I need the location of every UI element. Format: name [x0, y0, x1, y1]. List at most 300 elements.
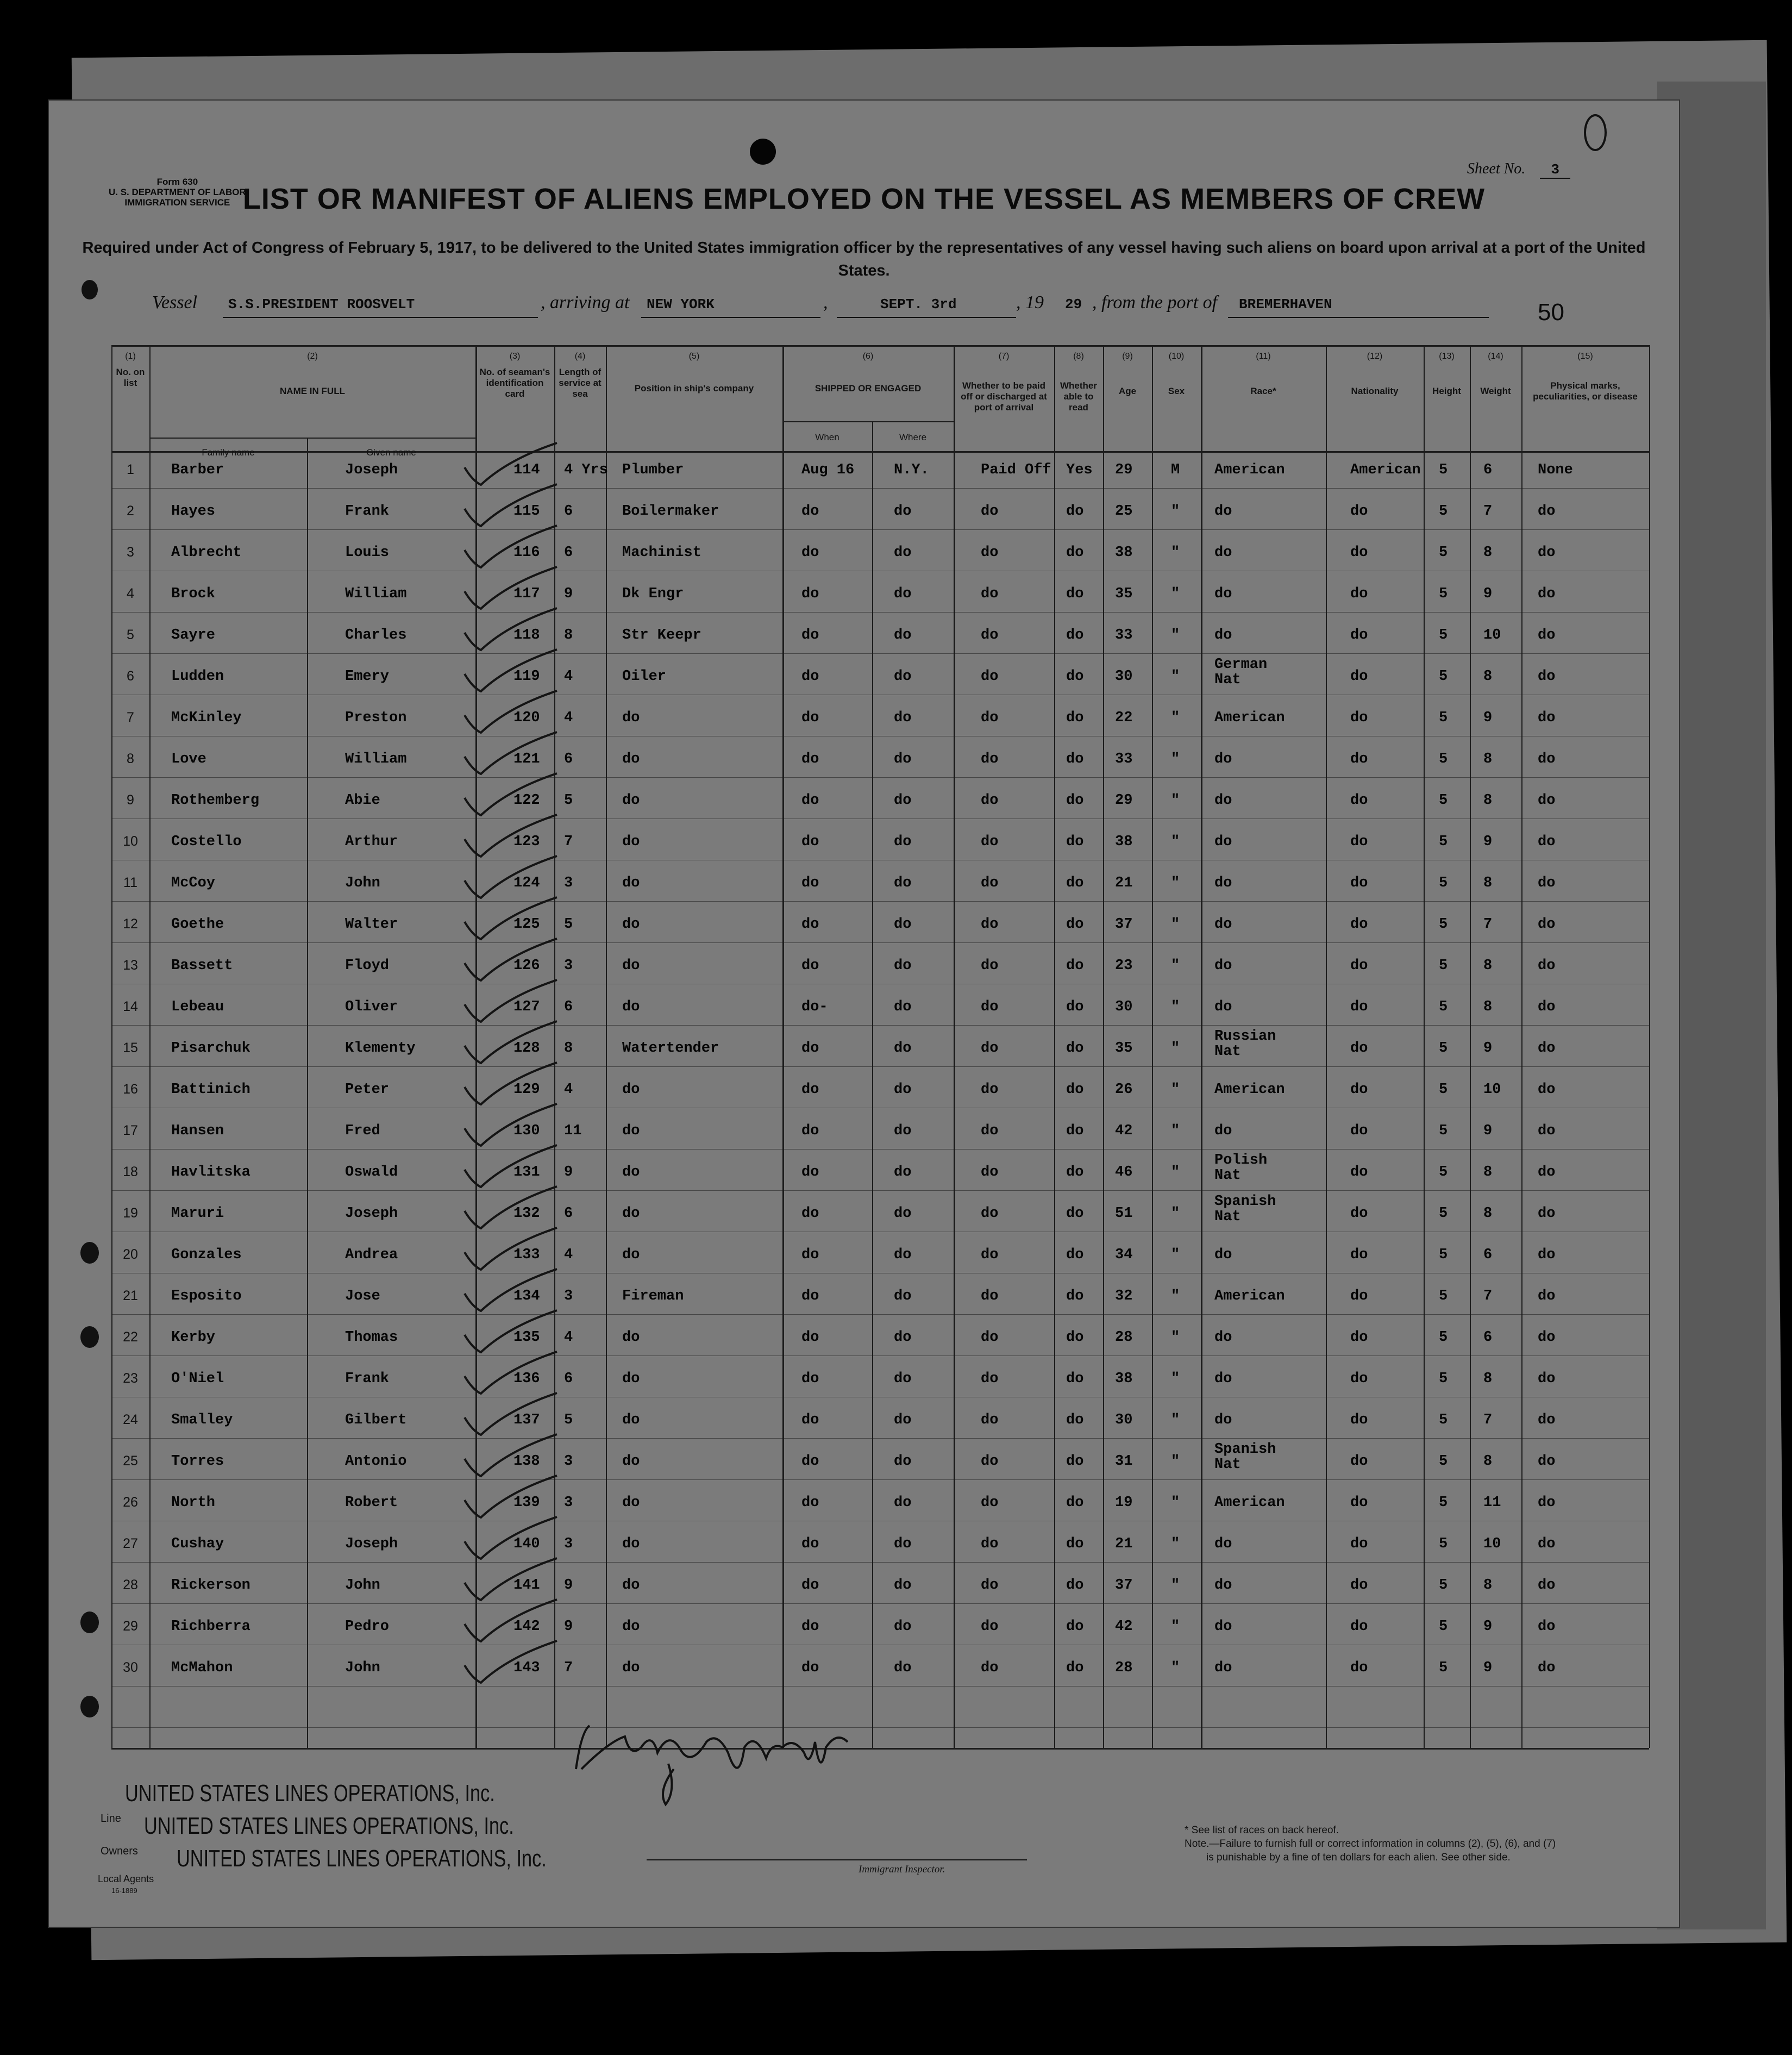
- cell-height: 5: [1439, 999, 1448, 1015]
- cell-position: do: [622, 1371, 640, 1387]
- line-label: Line: [101, 1813, 121, 1825]
- cell-given: William: [345, 586, 407, 602]
- cell-position: do: [622, 1453, 640, 1470]
- cell-family: Hansen: [171, 1123, 224, 1139]
- header-col8: Whether able to read: [1060, 380, 1097, 413]
- check-mark: [465, 1641, 557, 1683]
- cell-marks: do: [1538, 1495, 1556, 1511]
- cell-family: Gonzales: [171, 1247, 242, 1263]
- cell-paid: do: [981, 586, 999, 602]
- cell-where: do: [894, 1164, 912, 1180]
- cell-service: 7: [564, 834, 573, 850]
- cell-height: 5: [1439, 751, 1448, 767]
- cell-given: Louis: [345, 545, 390, 561]
- cell-paid: do: [981, 545, 999, 561]
- header-col11-number: (11): [1256, 352, 1271, 361]
- check-mark: [465, 1476, 557, 1517]
- cell-nationality: do: [1350, 916, 1368, 933]
- cell-marks: do: [1538, 958, 1556, 974]
- row-number: 10: [123, 834, 138, 849]
- cell-age: 33: [1115, 627, 1133, 644]
- cell-when: do: [801, 1288, 819, 1304]
- check-mark: [465, 1228, 557, 1270]
- cell-where: do: [894, 1205, 912, 1222]
- cell-where: N.Y.: [894, 462, 929, 478]
- cell-card: 128: [513, 1040, 540, 1057]
- cell-card: 143: [513, 1660, 540, 1676]
- cell-sex: ": [1171, 1205, 1180, 1222]
- cell-marks: do: [1538, 1619, 1556, 1635]
- cell-weight: 8: [1483, 1371, 1493, 1387]
- cell-paid: do: [981, 1288, 999, 1304]
- cell-nationality: do: [1350, 545, 1368, 561]
- cell-height: 5: [1439, 1412, 1448, 1428]
- cell-where: do: [894, 1247, 912, 1263]
- cell-nationality: do: [1350, 1412, 1368, 1428]
- cell-weight: 6: [1483, 1247, 1493, 1263]
- cell-where: do: [894, 834, 912, 850]
- cell-race: do: [1214, 1371, 1232, 1387]
- cell-service: 6: [564, 1205, 573, 1222]
- cell-card: 137: [513, 1412, 540, 1428]
- cell-weight: 6: [1483, 462, 1493, 478]
- cell-age: 38: [1115, 1371, 1133, 1387]
- cell-where: do: [894, 1453, 912, 1470]
- cell-marks: do: [1538, 1040, 1556, 1057]
- cell-when: do: [801, 669, 819, 685]
- cell-where: do: [894, 627, 912, 644]
- cell-nationality: do: [1350, 1536, 1368, 1552]
- cell-race-line2: Nat: [1214, 1044, 1241, 1060]
- cell-weight: 8: [1483, 545, 1493, 561]
- row-number: 18: [123, 1164, 138, 1179]
- cell-card: 131: [513, 1164, 540, 1180]
- cell-weight: 9: [1483, 1619, 1493, 1635]
- cell-read: do: [1066, 916, 1084, 933]
- check-mark: [465, 980, 557, 1022]
- cell-height: 5: [1439, 586, 1448, 602]
- cell-read: do: [1066, 1453, 1084, 1470]
- cell-read: do: [1066, 545, 1084, 561]
- cell-nationality: do: [1350, 875, 1368, 891]
- cell-given: Jose: [345, 1288, 380, 1304]
- cell-when: do: [801, 545, 819, 561]
- cell-position: Oiler: [622, 669, 667, 685]
- cell-read: do: [1066, 627, 1084, 644]
- cell-position: do: [622, 834, 640, 850]
- cell-when: do-: [801, 999, 828, 1015]
- cell-when: do: [801, 834, 819, 850]
- cell-race: American: [1214, 710, 1285, 726]
- manifest-sheet: [49, 101, 1679, 1927]
- cell-where: do: [894, 1412, 912, 1428]
- cell-weight: 8: [1483, 958, 1493, 974]
- cell-race-line2: Nat: [1214, 1209, 1241, 1225]
- row-number: 30: [123, 1660, 138, 1675]
- footnote-races: * See list of races on back hereof.: [1185, 1825, 1339, 1836]
- cell-when: do: [801, 1040, 819, 1057]
- cell-family: Havlitska: [171, 1164, 250, 1180]
- cell-card: 129: [513, 1082, 540, 1098]
- cell-sex: ": [1171, 751, 1180, 767]
- cell-nationality: do: [1350, 1288, 1368, 1304]
- cell-race: American: [1214, 1082, 1285, 1098]
- cell-nationality: do: [1350, 792, 1368, 809]
- cell-sex: ": [1171, 1453, 1180, 1470]
- cell-read: do: [1066, 1412, 1084, 1428]
- cell-position: do: [622, 875, 640, 891]
- cell-read: do: [1066, 1247, 1084, 1263]
- header-col6a: When: [815, 432, 839, 442]
- cell-paid: do: [981, 1123, 999, 1139]
- cell-age: 29: [1115, 462, 1133, 478]
- cell-age: 35: [1115, 1040, 1133, 1057]
- cell-card: 136: [513, 1371, 540, 1387]
- cell-family: Sayre: [171, 627, 216, 644]
- check-mark: [465, 1434, 557, 1476]
- cell-nationality: do: [1350, 1371, 1368, 1387]
- cell-given: Abie: [345, 792, 380, 809]
- cell-age: 22: [1115, 710, 1133, 726]
- cell-when: do: [801, 1660, 819, 1676]
- cell-family: Pisarchuk: [171, 1040, 250, 1057]
- cell-nationality: do: [1350, 1164, 1368, 1180]
- cell-read: do: [1066, 1082, 1084, 1098]
- cell-card: 114: [513, 462, 540, 478]
- cell-nationality: do: [1350, 586, 1368, 602]
- header-col8-number: (8): [1073, 352, 1084, 361]
- cell-given: Joseph: [345, 1536, 398, 1552]
- cell-where: do: [894, 1082, 912, 1098]
- cell-sex: ": [1171, 503, 1180, 520]
- cell-nationality: do: [1350, 1123, 1368, 1139]
- row-number: 23: [123, 1371, 138, 1386]
- cell-marks: do: [1538, 1660, 1556, 1676]
- cell-height: 5: [1439, 1660, 1448, 1676]
- cell-height: 5: [1439, 545, 1448, 561]
- cell-given: Robert: [345, 1495, 398, 1511]
- cell-age: 28: [1115, 1329, 1133, 1346]
- cell-family: Hayes: [171, 503, 216, 520]
- cell-where: do: [894, 1619, 912, 1635]
- cell-given: Emery: [345, 669, 390, 685]
- footnote-penalty: Note.—Failure to furnish full or correct information in columns (2), (5), (6), and (7): [1185, 1838, 1556, 1850]
- cell-when: do: [801, 875, 819, 891]
- row-number: 15: [123, 1040, 138, 1055]
- cell-position: do: [622, 1205, 640, 1222]
- cell-given: Arthur: [345, 834, 398, 850]
- cell-when: do: [801, 1247, 819, 1263]
- cell-race: do: [1214, 586, 1232, 602]
- row-number: 5: [127, 627, 134, 642]
- check-mark: [465, 1186, 557, 1228]
- cell-card: 139: [513, 1495, 540, 1511]
- row-number: 26: [123, 1495, 138, 1510]
- check-mark: [465, 1063, 557, 1104]
- row-number: 6: [127, 669, 134, 684]
- year-prefix: , 19: [1016, 292, 1044, 313]
- cell-age: 31: [1115, 1453, 1133, 1470]
- cell-race: do: [1214, 958, 1232, 974]
- cell-when: do: [801, 958, 819, 974]
- cell-race: do: [1214, 792, 1232, 809]
- cell-read: do: [1066, 792, 1084, 809]
- cell-nationality: do: [1350, 1205, 1368, 1222]
- cell-age: 37: [1115, 1577, 1133, 1594]
- cell-weight: 8: [1483, 1453, 1493, 1470]
- check-mark: [465, 608, 557, 650]
- cell-family: Torres: [171, 1453, 224, 1470]
- cell-height: 5: [1439, 834, 1448, 850]
- cell-position: do: [622, 1247, 640, 1263]
- cell-family: Brock: [171, 586, 216, 602]
- cell-position: do: [622, 1412, 640, 1428]
- page-number: 50: [1538, 299, 1564, 326]
- cell-nationality: do: [1350, 1329, 1368, 1346]
- department-name: U. S. DEPARTMENT OF LABOR: [109, 187, 246, 197]
- header-col9-number: (9): [1122, 352, 1133, 361]
- cell-paid: do: [981, 1040, 999, 1057]
- cell-race-line2: Nat: [1214, 672, 1241, 688]
- cell-given: Pedro: [345, 1619, 390, 1635]
- cell-paid: do: [981, 1247, 999, 1263]
- cell-height: 5: [1439, 1453, 1448, 1470]
- cell-age: 30: [1115, 669, 1133, 685]
- cell-position: do: [622, 1082, 640, 1098]
- header-col5-number: (5): [688, 352, 700, 361]
- row-number: 21: [123, 1288, 138, 1303]
- vessel-name: S.S.PRESIDENT ROOSVELT: [228, 296, 415, 313]
- cell-paid: Paid Off: [981, 462, 1051, 478]
- cell-age: 30: [1115, 1412, 1133, 1428]
- cell-nationality: do: [1350, 958, 1368, 974]
- cell-age: 19: [1115, 1495, 1133, 1511]
- cell-position: do: [622, 958, 640, 974]
- header-col6b: Where: [899, 432, 927, 442]
- cell-read: do: [1066, 1288, 1084, 1304]
- cell-race: do: [1214, 545, 1232, 561]
- cell-service: 3: [564, 958, 573, 974]
- cell-family: McKinley: [171, 710, 242, 726]
- cell-paid: do: [981, 875, 999, 891]
- inspector-label: Immigrant Inspector.: [859, 1864, 945, 1875]
- header-col4: Length of service at sea: [559, 367, 601, 399]
- row-number: 4: [127, 586, 134, 601]
- check-mark: [465, 484, 557, 526]
- cell-sex: ": [1171, 545, 1180, 561]
- check-mark: [465, 1393, 557, 1435]
- cell-family: Lebeau: [171, 999, 224, 1015]
- cell-where: do: [894, 586, 912, 602]
- cell-card: 127: [513, 999, 540, 1015]
- cell-weight: 8: [1483, 875, 1493, 891]
- cell-sex: ": [1171, 792, 1180, 809]
- cell-given: Antonio: [345, 1453, 407, 1470]
- cell-marks: None: [1538, 462, 1573, 478]
- cell-weight: 8: [1483, 999, 1493, 1015]
- header-col3-number: (3): [509, 352, 521, 361]
- page-subtitle: Required under Act of Congress of February 5, 1917, to be delivered to the United States immigration officer by the representatives of any vessel having such aliens on board upon arrival at a port of the United States.: [82, 239, 1646, 279]
- cell-weight: 10: [1483, 1536, 1501, 1552]
- owners-stamp: UNITED STATES LINES OPERATIONS, Inc.: [144, 1813, 514, 1839]
- cell-where: do: [894, 916, 912, 933]
- row-number: 8: [127, 751, 134, 766]
- row-number: 3: [127, 545, 134, 560]
- cell-service: 3: [564, 1288, 573, 1304]
- cell-height: 5: [1439, 503, 1448, 520]
- cell-weight: 9: [1483, 1123, 1493, 1139]
- cell-weight: 9: [1483, 710, 1493, 726]
- cell-sex: ": [1171, 1040, 1180, 1057]
- header-col15: Physical marks, peculiarities, or disease: [1533, 380, 1638, 402]
- cell-where: do: [894, 545, 912, 561]
- cell-service: 4 Yrs: [564, 462, 609, 478]
- cell-position: do: [622, 710, 640, 726]
- cell-read: do: [1066, 1660, 1084, 1676]
- cell-card: 134: [513, 1288, 540, 1304]
- cell-card: 133: [513, 1247, 540, 1263]
- header-col1-number: (1): [125, 352, 136, 361]
- row-number: 27: [123, 1536, 138, 1551]
- cell-marks: do: [1538, 1205, 1556, 1222]
- cell-paid: do: [981, 503, 999, 520]
- cell-marks: do: [1538, 1371, 1556, 1387]
- cell-given: Frank: [345, 1371, 390, 1387]
- cell-marks: do: [1538, 1288, 1556, 1304]
- cell-service: 6: [564, 1371, 573, 1387]
- cell-weight: 7: [1483, 1412, 1493, 1428]
- cell-marks: do: [1538, 1247, 1556, 1263]
- form-number: Form 630: [156, 177, 198, 187]
- cell-given: John: [345, 1577, 380, 1594]
- cell-service: 4: [564, 1247, 573, 1263]
- row-number: 20: [123, 1247, 138, 1262]
- cell-family: Costello: [171, 834, 242, 850]
- row-number: 25: [123, 1453, 138, 1469]
- cell-race: do: [1214, 503, 1232, 520]
- cell-position: do: [622, 916, 640, 933]
- inspector-signature: [565, 1709, 869, 1818]
- cell-card: 120: [513, 710, 540, 726]
- cell-read: do: [1066, 586, 1084, 602]
- cell-marks: do: [1538, 545, 1556, 561]
- cell-weight: 8: [1483, 1205, 1493, 1222]
- cell-card: 119: [513, 669, 540, 685]
- check-mark: [465, 1558, 557, 1600]
- cell-age: 46: [1115, 1164, 1133, 1180]
- cell-position: do: [622, 1577, 640, 1594]
- check-mark: [465, 1352, 557, 1394]
- cell-sex: ": [1171, 916, 1180, 933]
- cell-read: do: [1066, 1371, 1084, 1387]
- check-mark: [465, 815, 557, 857]
- cell-marks: do: [1538, 503, 1556, 520]
- header-col13: Height: [1432, 386, 1461, 396]
- cell-height: 5: [1439, 1536, 1448, 1552]
- cell-service: 4: [564, 1082, 573, 1098]
- cell-age: 35: [1115, 586, 1133, 602]
- cell-family: Bassett: [171, 958, 233, 974]
- check-mark: [465, 939, 557, 980]
- cell-when: do: [801, 1619, 819, 1635]
- row-number: 7: [127, 710, 134, 725]
- cell-read: do: [1066, 1536, 1084, 1552]
- cell-when: do: [801, 751, 819, 767]
- cell-when: do: [801, 627, 819, 644]
- header-col2-number: (2): [307, 352, 318, 361]
- cell-when: do: [801, 1205, 819, 1222]
- header-col9: Age: [1118, 386, 1137, 396]
- cell-race: do: [1214, 999, 1232, 1015]
- cell-service: 6: [564, 999, 573, 1015]
- cell-race: Spanish: [1214, 1194, 1276, 1210]
- cell-nationality: do: [1350, 1453, 1368, 1470]
- check-mark: [465, 856, 557, 898]
- cell-position: do: [622, 751, 640, 767]
- row-number: 2: [127, 503, 134, 519]
- cell-service: 6: [564, 503, 573, 520]
- cell-family: Barber: [171, 462, 224, 478]
- cell-given: Charles: [345, 627, 407, 644]
- cell-paid: do: [981, 669, 999, 685]
- cell-weight: 8: [1483, 792, 1493, 809]
- cell-where: do: [894, 669, 912, 685]
- cell-paid: do: [981, 1205, 999, 1222]
- cell-marks: do: [1538, 1536, 1556, 1552]
- cell-read: Yes: [1066, 462, 1093, 478]
- cell-read: do: [1066, 710, 1084, 726]
- cell-read: do: [1066, 1577, 1084, 1594]
- cell-race: do: [1214, 875, 1232, 891]
- cell-marks: do: [1538, 710, 1556, 726]
- cell-race: Russian: [1214, 1028, 1276, 1045]
- cell-given: Floyd: [345, 958, 390, 974]
- cell-sex: ": [1171, 627, 1180, 644]
- cell-read: do: [1066, 1205, 1084, 1222]
- cell-weight: 7: [1483, 503, 1493, 520]
- cell-race: do: [1214, 1619, 1232, 1635]
- cell-paid: do: [981, 1577, 999, 1594]
- cell-race-line2: Nat: [1214, 1457, 1241, 1473]
- cell-given: John: [345, 875, 380, 891]
- header-col4-number: (4): [574, 352, 586, 361]
- cell-given: Preston: [345, 710, 407, 726]
- cell-age: 51: [1115, 1205, 1133, 1222]
- row-number: 16: [123, 1082, 138, 1097]
- cell-when: do: [801, 916, 819, 933]
- cell-card: 135: [513, 1329, 540, 1346]
- cell-card: 117: [513, 586, 540, 602]
- cell-nationality: do: [1350, 1247, 1368, 1263]
- header-col2a: Family name: [202, 447, 255, 458]
- header-col14-number: (14): [1488, 352, 1503, 361]
- cell-when: do: [801, 1536, 819, 1552]
- cell-height: 5: [1439, 1577, 1448, 1594]
- cell-service: 7: [564, 1660, 573, 1676]
- cell-weight: 10: [1483, 1082, 1501, 1098]
- cell-position: do: [622, 1619, 640, 1635]
- cell-given: Frank: [345, 503, 390, 520]
- cell-position: Dk Engr: [622, 586, 684, 602]
- cell-weight: 8: [1483, 669, 1493, 685]
- cell-when: do: [801, 1371, 819, 1387]
- cell-where: do: [894, 1660, 912, 1676]
- cell-when: do: [801, 710, 819, 726]
- cell-family: North: [171, 1495, 216, 1511]
- cell-sex: ": [1171, 1536, 1180, 1552]
- cell-service: 6: [564, 751, 573, 767]
- cell-service: 4: [564, 1329, 573, 1346]
